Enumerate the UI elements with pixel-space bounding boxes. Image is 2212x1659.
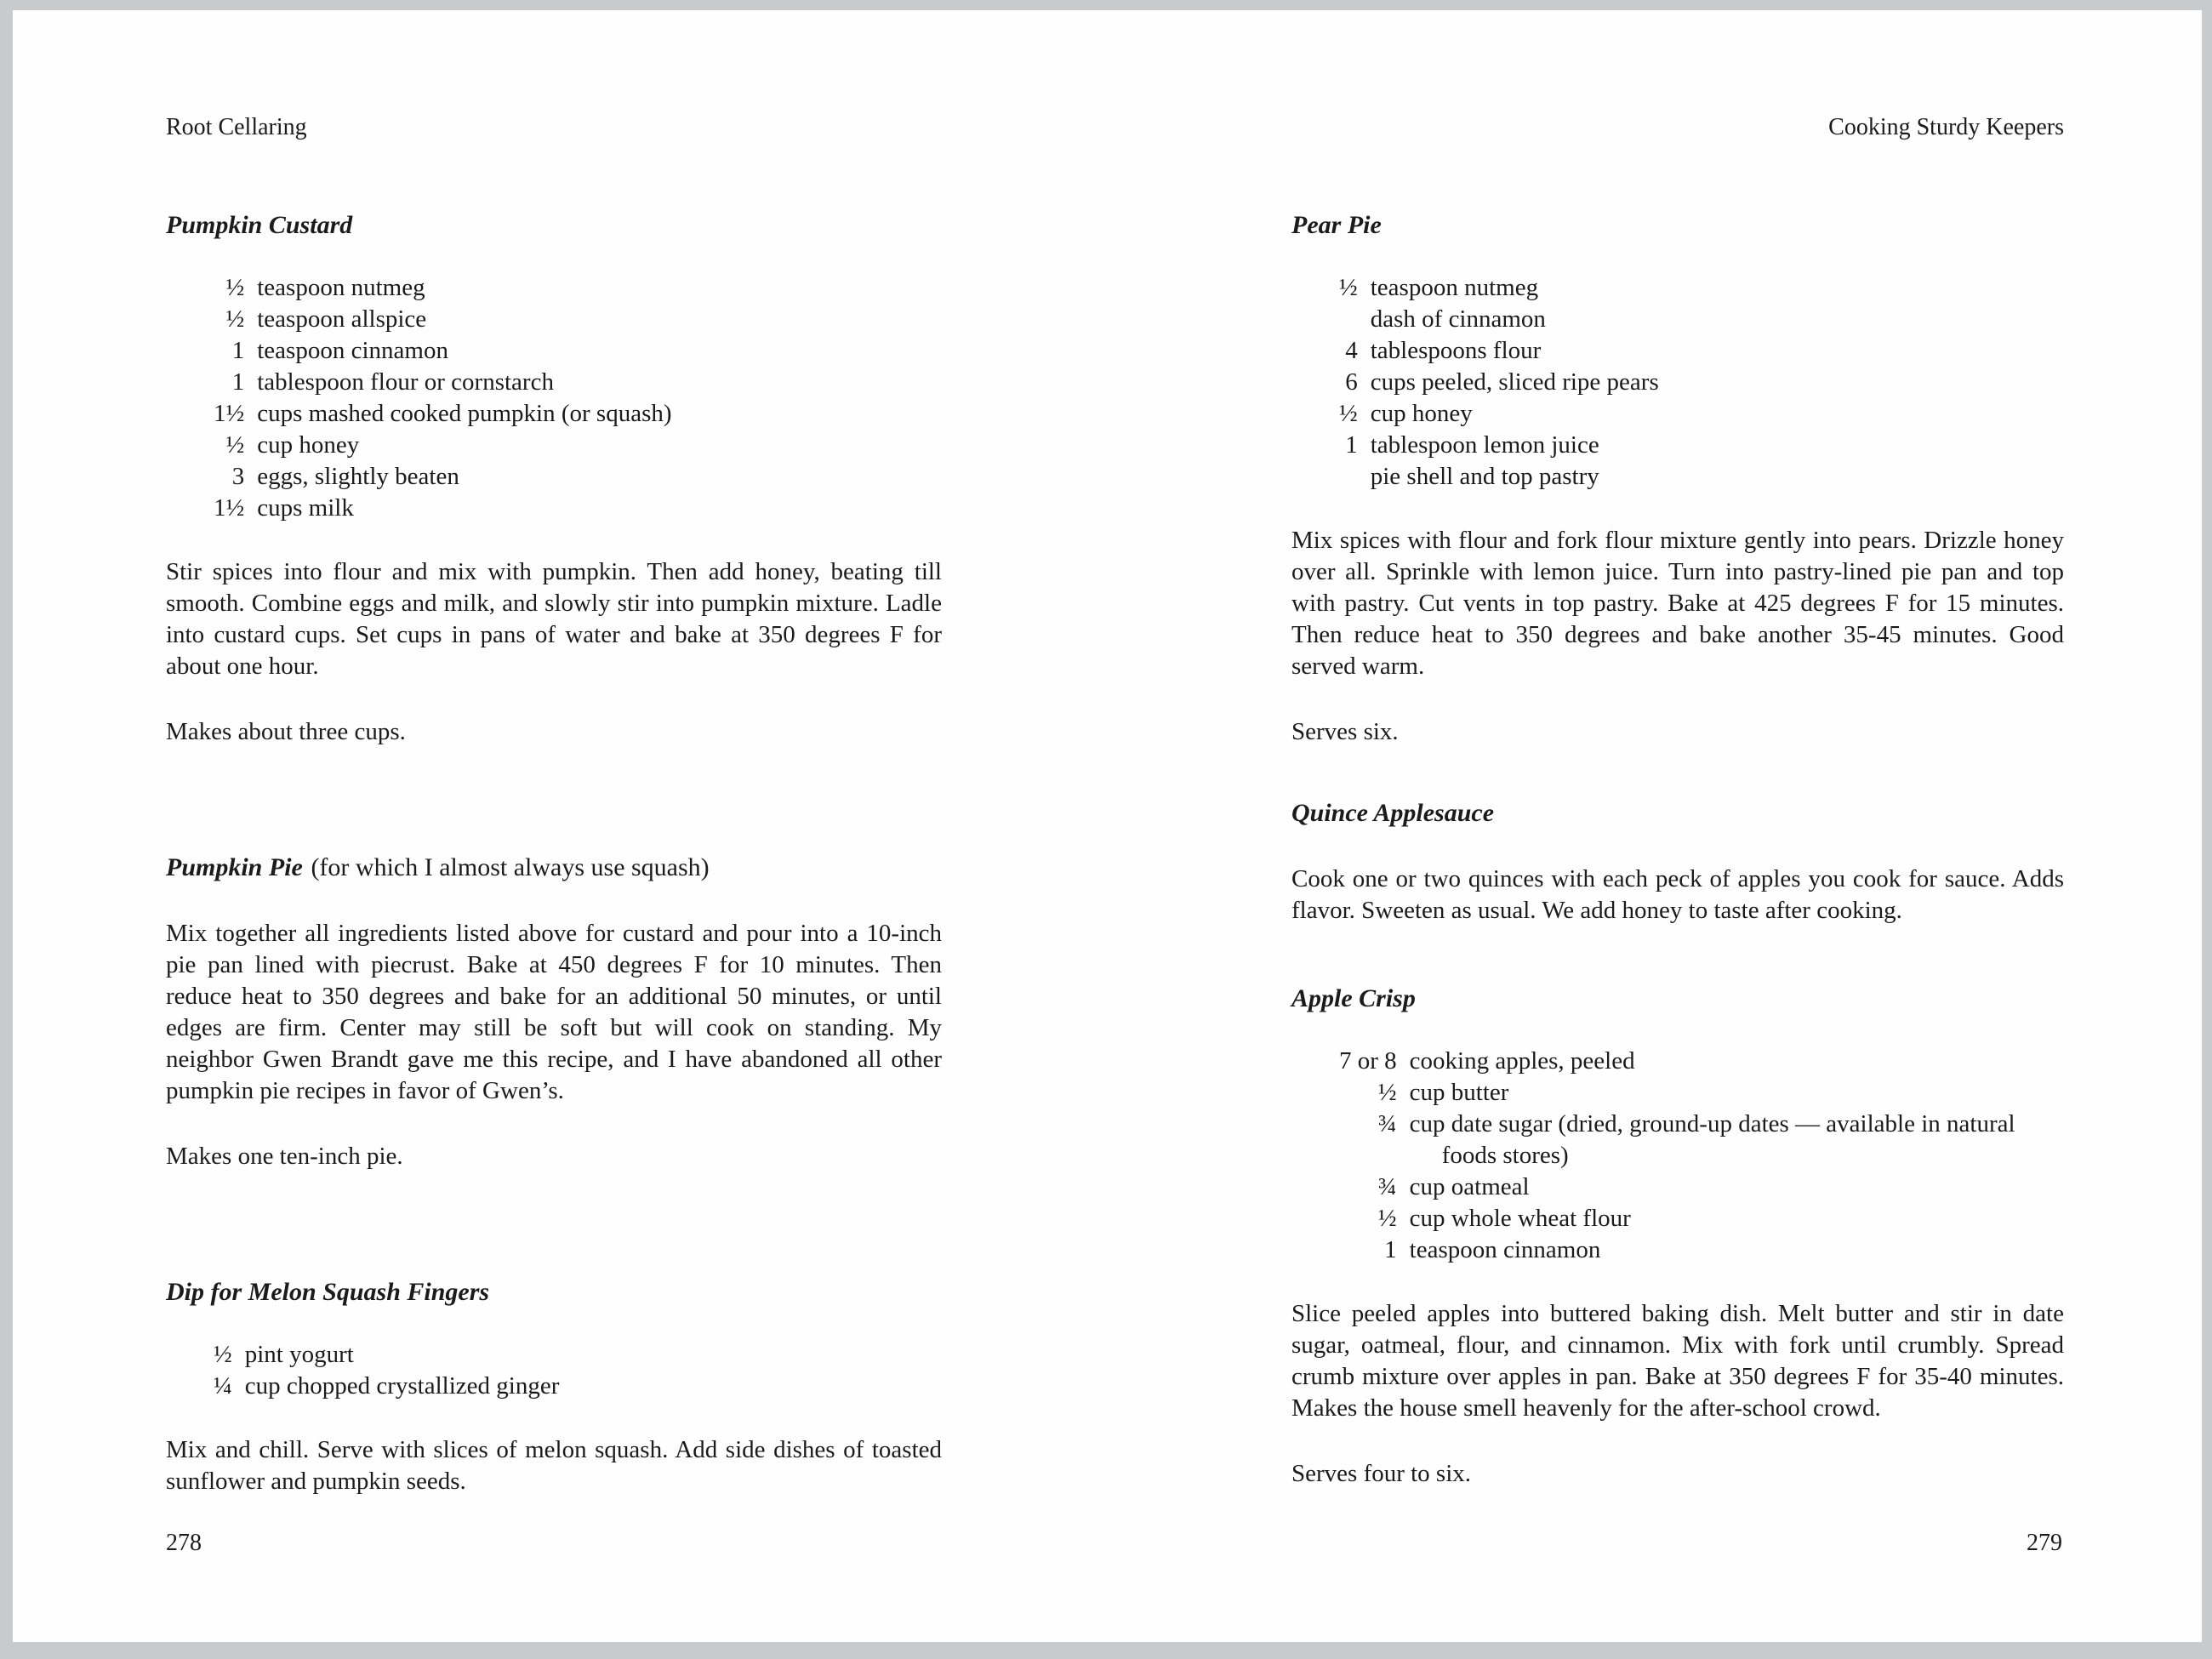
recipe-title-text: Quince Applesauce [1291, 799, 1495, 827]
ingredient-quantity: ½ [214, 1341, 232, 1368]
ingredient-quantity [1339, 461, 1358, 493]
recipe-title [166, 850, 942, 886]
ingredient-quantity: 1½ [214, 400, 245, 427]
ingredient-name: eggs, slightly beaten [257, 463, 459, 490]
recipe-title-note: (for which I almost always use squash) [311, 853, 710, 881]
ingredient-list [1339, 1046, 2064, 1266]
ingredient-name: cup butter [1409, 1079, 1509, 1106]
ingredient-quantity: ½ [1377, 1079, 1397, 1106]
ingredient-quantity: 1½ [214, 494, 245, 522]
recipe-instructions: Mix spices with flour and fork flour mixture gently into pears. Drizzle honey over all. Sprinkle with lemon juice. Turn into pastry-lined pie pan and top with pastry. Cut vents in top pastry. Bake at 425 degrees F for 15 minutes. Then reduce heat to 350 degrees and bake another 35-45 minutes. Good served warm. [1291, 527, 2064, 680]
ingredient-name: cups mashed cooked pumpkin (or squash) [257, 400, 672, 427]
recipe-title [166, 1274, 942, 1310]
recipe-title [1291, 981, 2064, 1017]
ingredient-name: teaspoon cinnamon [1409, 1236, 1601, 1263]
page-number-left: 278 [166, 1530, 202, 1556]
recipe-pumpkin-pie [166, 850, 942, 1172]
recipe-title [1291, 208, 2064, 243]
ingredient-name: cup honey [1370, 400, 1473, 427]
ingredient-name: tablespoons flour [1370, 337, 1542, 364]
recipe-apple-crisp [1291, 981, 2064, 1490]
page-right [1291, 112, 2064, 1618]
ingredient-name: pie shell and top pastry [1370, 463, 1599, 490]
ingredient-name: teaspoon allspice [257, 305, 427, 333]
ingredient-quantity: 6 [1345, 368, 1358, 396]
ingredient-name: cup honey [257, 431, 360, 459]
ingredient-name: pint yogurt [244, 1341, 354, 1368]
page-left [166, 112, 942, 1618]
recipe-pear-pie [1291, 208, 2064, 748]
recipe-title-text: Dip for Melon Squash Fingers [166, 1278, 490, 1306]
ingredient-name: cups peeled, sliced ripe pears [1370, 368, 1659, 396]
ingredient-quantity: ½ [1377, 1205, 1397, 1232]
ingredient-quantity: 1 [1345, 431, 1358, 459]
recipe-title [1291, 795, 2064, 831]
ingredient-quantity: 1 [1384, 1236, 1397, 1263]
recipe-yield: Serves six. [1291, 718, 1399, 745]
ingredient-quantity: 4 [1345, 337, 1358, 364]
ingredient-name: cup oatmeal [1409, 1173, 1530, 1200]
ingredient-name: tablespoon lemon juice [1370, 431, 1599, 459]
ingredient-quantity: ¼ [214, 1372, 232, 1400]
ingredient-name: cup date sugar (dried, ground-up dates — available in natural foods stores) [1409, 1110, 2015, 1169]
running-head-right: Cooking Sturdy Keepers [1828, 114, 2064, 140]
ingredient-quantity: ½ [225, 305, 245, 333]
recipe-instructions: Slice peeled apples into buttered baking dish. Melt butter and stir in date sugar, oatmeal, flour, and cinnamon. Mix with fork until crumbly. Spread crumb mixture over apples in pan. Bake at 350 degrees F for 35-40 minutes. Makes the house smell heavenly for the after-school crowd. [1291, 1300, 2064, 1422]
recipe-yield: Makes about three cups. [166, 718, 406, 745]
running-head-left: Root Cellaring [166, 114, 307, 140]
recipe-quince-applesauce [1291, 795, 2064, 926]
ingredient-quantity: 1 [231, 368, 245, 396]
ingredient-list [1339, 272, 2064, 493]
recipe-list [1291, 208, 2064, 1490]
recipe-list [166, 208, 942, 1497]
ingredient-quantity: 1 [231, 337, 245, 364]
recipe-yield: Makes one ten-inch pie. [166, 1143, 403, 1170]
ingredient-quantity: ¾ [1377, 1173, 1397, 1200]
recipe-title [166, 208, 942, 243]
ingredient-quantity: ½ [225, 274, 245, 301]
page-number-right: 279 [2027, 1530, 2062, 1556]
recipe-pumpkin-custard [166, 208, 942, 748]
recipe-title-text: Apple Crisp [1291, 984, 1416, 1012]
recipe-yield: Serves four to six. [1291, 1460, 1472, 1487]
recipe-instructions: Mix and chill. Serve with slices of melon squash. Add side dishes of toasted sunflower and pumpkin seeds. [166, 1436, 942, 1495]
ingredient-list [214, 272, 942, 524]
recipe-title-text: Pear Pie [1291, 211, 1382, 239]
ingredient-name: teaspoon nutmeg [1370, 274, 1539, 301]
ingredient-quantity: ½ [1339, 274, 1358, 301]
recipe-instructions: Cook one or two quinces with each peck of apples you cook for sauce. Adds flavor. Sweeten as usual. We add honey to taste after cooking. [1291, 865, 2064, 924]
recipe-instructions: Stir spices into flour and mix with pumpkin. Then add honey, beating till smooth. Combine eggs and milk, and slowly stir into pumpkin mixture. Ladle into custard cups. Set cups in pans of water and bake at 350 degrees F for about one hour. [166, 558, 942, 680]
recipe-dip-for-melon-squash-fingers [166, 1274, 942, 1497]
ingredient-quantity: 3 [231, 463, 245, 490]
ingredient-name: cups milk [257, 494, 354, 522]
recipe-title-text: Pumpkin Custard [166, 211, 353, 239]
ingredient-name: cup chopped crystallized ginger [244, 1372, 560, 1400]
ingredient-quantity [1339, 304, 1358, 335]
ingredient-name: dash of cinnamon [1370, 305, 1546, 333]
ingredient-quantity: ¾ [1377, 1110, 1397, 1137]
ingredient-name: cooking apples, peeled [1409, 1047, 1635, 1075]
recipe-title-text: Pumpkin Pie [166, 853, 303, 881]
recipe-instructions: Mix together all ingredients listed above for custard and pour into a 10-inch pie pan lined with piecrust. Bake at 450 degrees F for 10 minutes. Then reduce heat to 350 degrees and bake for an additional 50 minutes, or until edges are firm. Center may still be soft but will cook on standing. My neighbor Gwen Brandt gave me this recipe, and I have abandoned all other pumpkin pie recipes in favor of Gwen’s. [166, 920, 942, 1104]
ingredient-list [214, 1339, 942, 1402]
ingredient-name: tablespoon flour or cornstarch [257, 368, 554, 396]
ingredient-name: teaspoon nutmeg [257, 274, 425, 301]
ingredient-quantity: 7 or 8 [1339, 1047, 1397, 1075]
ingredient-quantity: ½ [1339, 400, 1358, 427]
ingredient-name: teaspoon cinnamon [257, 337, 448, 364]
ingredient-name: cup whole wheat flour [1409, 1205, 1631, 1232]
ingredient-quantity: ½ [225, 431, 245, 459]
